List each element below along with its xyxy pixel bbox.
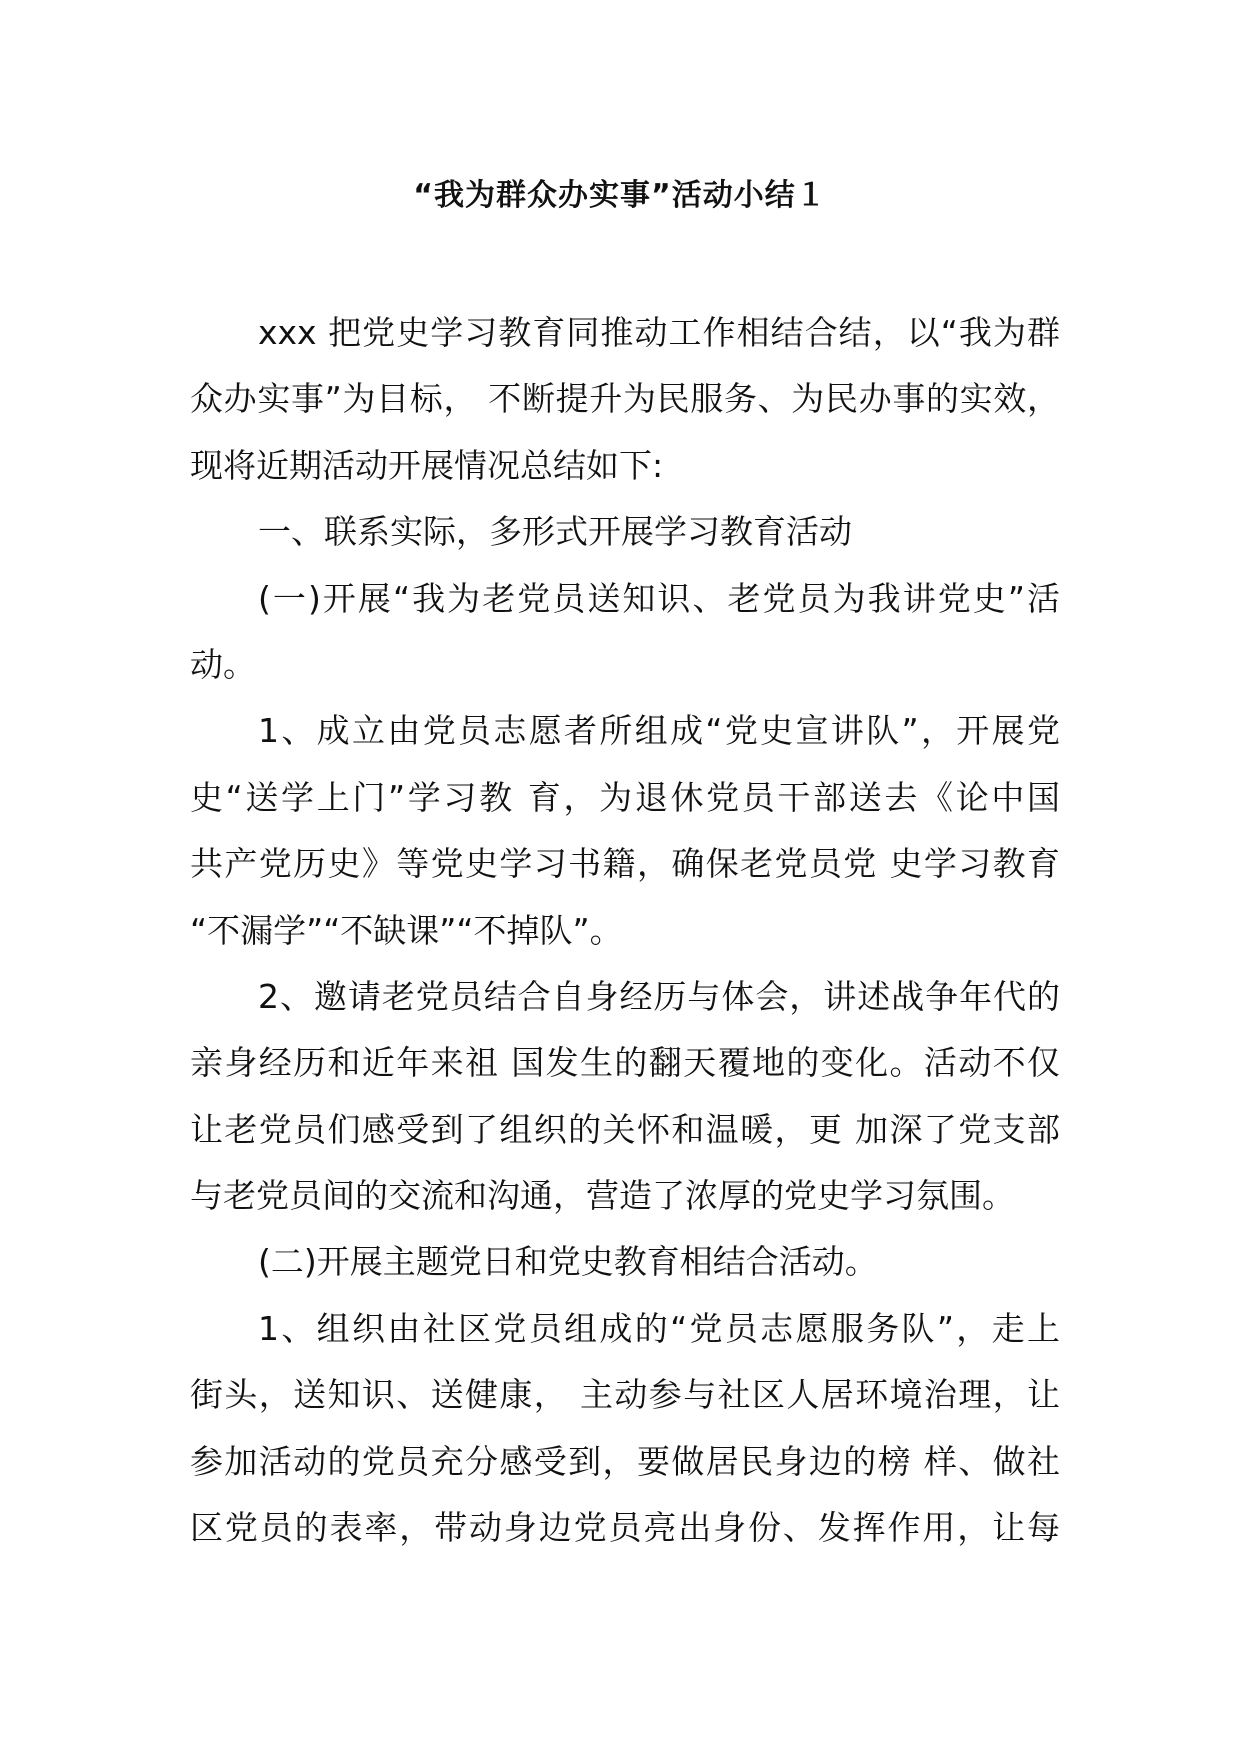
subsection-heading: (一)开展“我为老党员送知识、老党员为我讲党史”活 (258, 578, 1060, 618)
paragraph-line: 2、邀请老党员结合自身经历与体会，讲述战争年代的 (258, 976, 1060, 1016)
paragraph-line: 区党员的表率，带动身边党员亮出身份、发挥作用，让每 (190, 1508, 1060, 1548)
paragraph-line: “不漏学”“不缺课”“不掉队”。 (190, 910, 623, 950)
paragraph-line: 史“送学上门”学习教 育，为退休党员干部送去《论中国 (190, 777, 1060, 817)
document-title: “我为群众办实事”活动小结１ (413, 178, 827, 213)
document-body (190, 314, 1060, 1575)
paragraph-line: 与老党员间的交流和沟通，营造了浓厚的党史学习氛围。 (190, 1176, 1015, 1216)
section-heading: 一、联系实际，多形式开展学习教育活动 (258, 512, 852, 552)
subsection-heading: (二)开展主题党日和党史教育相结合活动。 (258, 1242, 878, 1282)
paragraph-line: 参加活动的党员充分感受到，要做居民身边的榜 样、做社 (190, 1441, 1060, 1481)
paragraph-line: 1、成立由党员志愿者所组成“党史宣讲队”，开展党 (258, 711, 1060, 751)
paragraph-line: 共产党历史》等党史学习书籍，确保老党员党 史学习教育 (190, 844, 1060, 884)
paragraph-line: 街头，送知识、送健康， 主动参与社区人居环境治理，让 (190, 1375, 1060, 1415)
paragraph-line: 动。 (190, 644, 256, 684)
paragraph-line: xxx 把党史学习教育同推动工作相结合结，以“我为群 (258, 313, 1060, 352)
paragraph-line: 现将近期活动开展情况总结如下: (190, 445, 664, 485)
paragraph-line: 让老党员们感受到了组织的关怀和温暖，更 加深了党支部 (190, 1109, 1060, 1149)
paragraph-line: 1、组织由社区党员组成的“党员志愿服务队”，走上 (258, 1308, 1060, 1348)
paragraph-line: 众办实事”为目标， 不断提升为民服务、为民办事的实效， (190, 379, 1060, 419)
paragraph-line: 亲身经历和近年来祖 国发生的翻天覆地的变化。活动不仅 (190, 1043, 1060, 1083)
